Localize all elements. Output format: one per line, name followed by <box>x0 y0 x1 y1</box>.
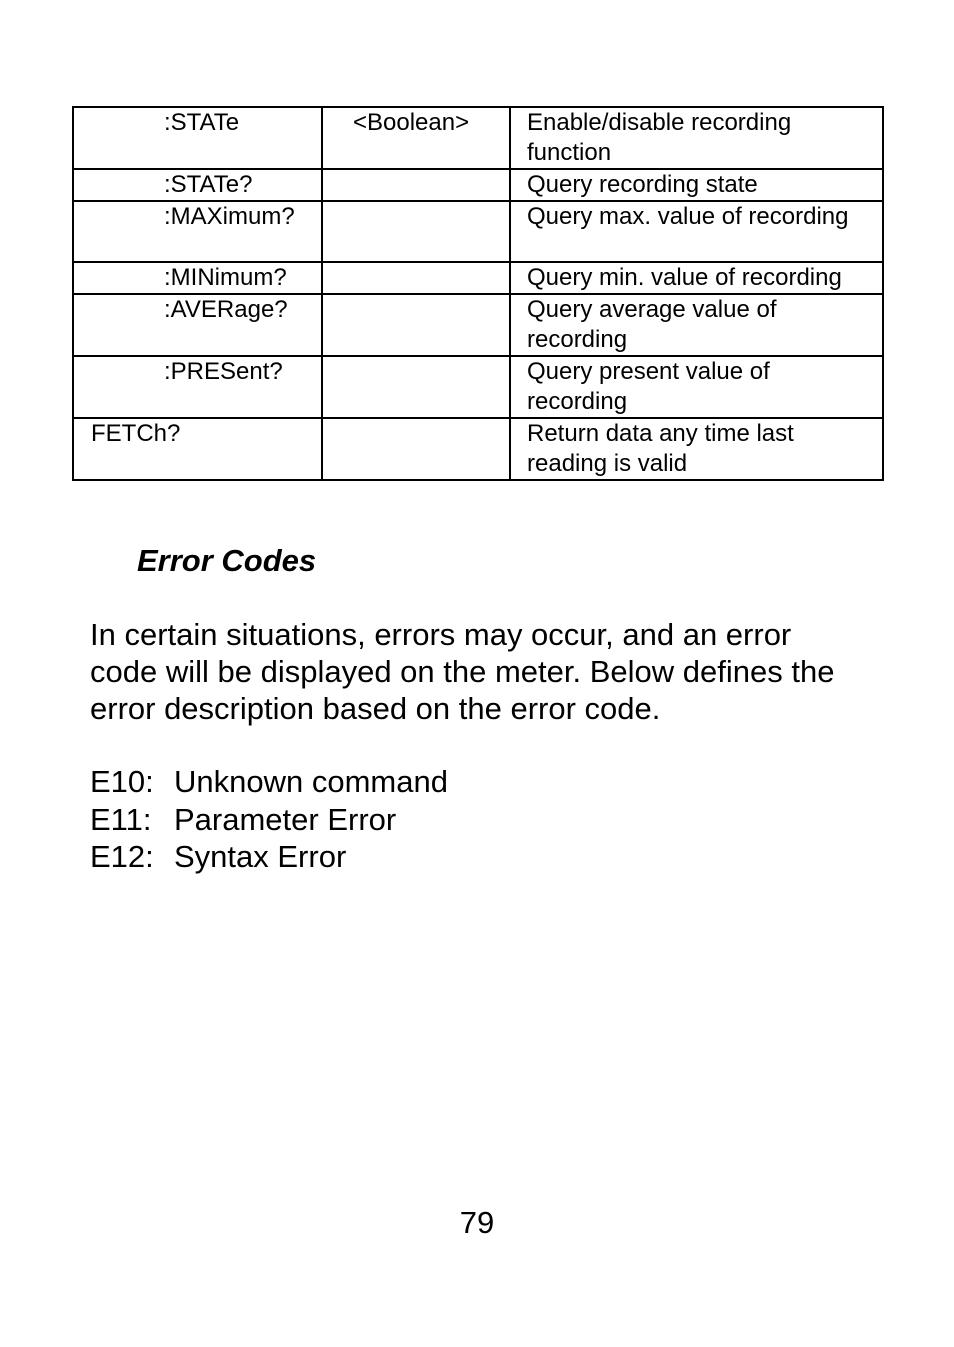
table-row <box>73 262 883 294</box>
parameter-cell <box>322 294 510 356</box>
parameter-cell <box>322 356 510 418</box>
section-title: Error Codes <box>137 543 317 578</box>
table-row <box>73 418 883 480</box>
description-cell: Query min. value of recording <box>510 262 883 294</box>
parameter-cell: <Boolean> <box>322 107 510 169</box>
parameter-cell <box>322 169 510 201</box>
table-row <box>73 294 883 356</box>
command-cell: :PRESent? <box>73 356 322 418</box>
parameter-cell <box>322 201 510 262</box>
error-description: Unknown command <box>174 764 448 799</box>
table-row <box>73 169 883 201</box>
intro-paragraph: In certain situations, errors may occur, and an error code will be displayed on the meter. Below defines the error description based on the error code. <box>90 617 835 726</box>
description-cell: Query present value of recording <box>510 356 883 418</box>
error-description: Syntax Error <box>174 839 347 874</box>
error-code-list <box>90 763 448 876</box>
table-row <box>73 107 883 169</box>
command-cell: FETCh? <box>73 418 322 480</box>
list-item <box>90 838 448 876</box>
command-table <box>72 106 884 481</box>
parameter-cell <box>322 418 510 480</box>
list-item <box>90 801 448 839</box>
error-code: E10: <box>90 764 154 799</box>
description-cell: Query max. value of recording <box>510 201 883 262</box>
command-cell: :STATe? <box>73 169 322 201</box>
list-item <box>90 763 448 801</box>
table-row <box>73 201 883 262</box>
error-code: E11: <box>90 801 152 837</box>
error-description: Parameter Error <box>174 801 397 837</box>
command-cell: :STATe <box>73 107 322 169</box>
description-cell: Query recording state <box>510 169 883 201</box>
command-cell: :AVERage? <box>73 294 322 356</box>
parameter-cell <box>322 262 510 294</box>
command-cell: :MINimum? <box>73 262 322 294</box>
description-cell: Query average value of recording <box>510 294 883 356</box>
page-number: 79 <box>459 1205 495 1240</box>
table-row <box>73 356 883 418</box>
description-cell: Enable/disable recording function <box>510 107 883 169</box>
error-code: E12: <box>90 839 154 874</box>
description-cell: Return data any time last reading is valid <box>510 418 883 480</box>
command-cell: :MAXimum? <box>73 201 322 262</box>
